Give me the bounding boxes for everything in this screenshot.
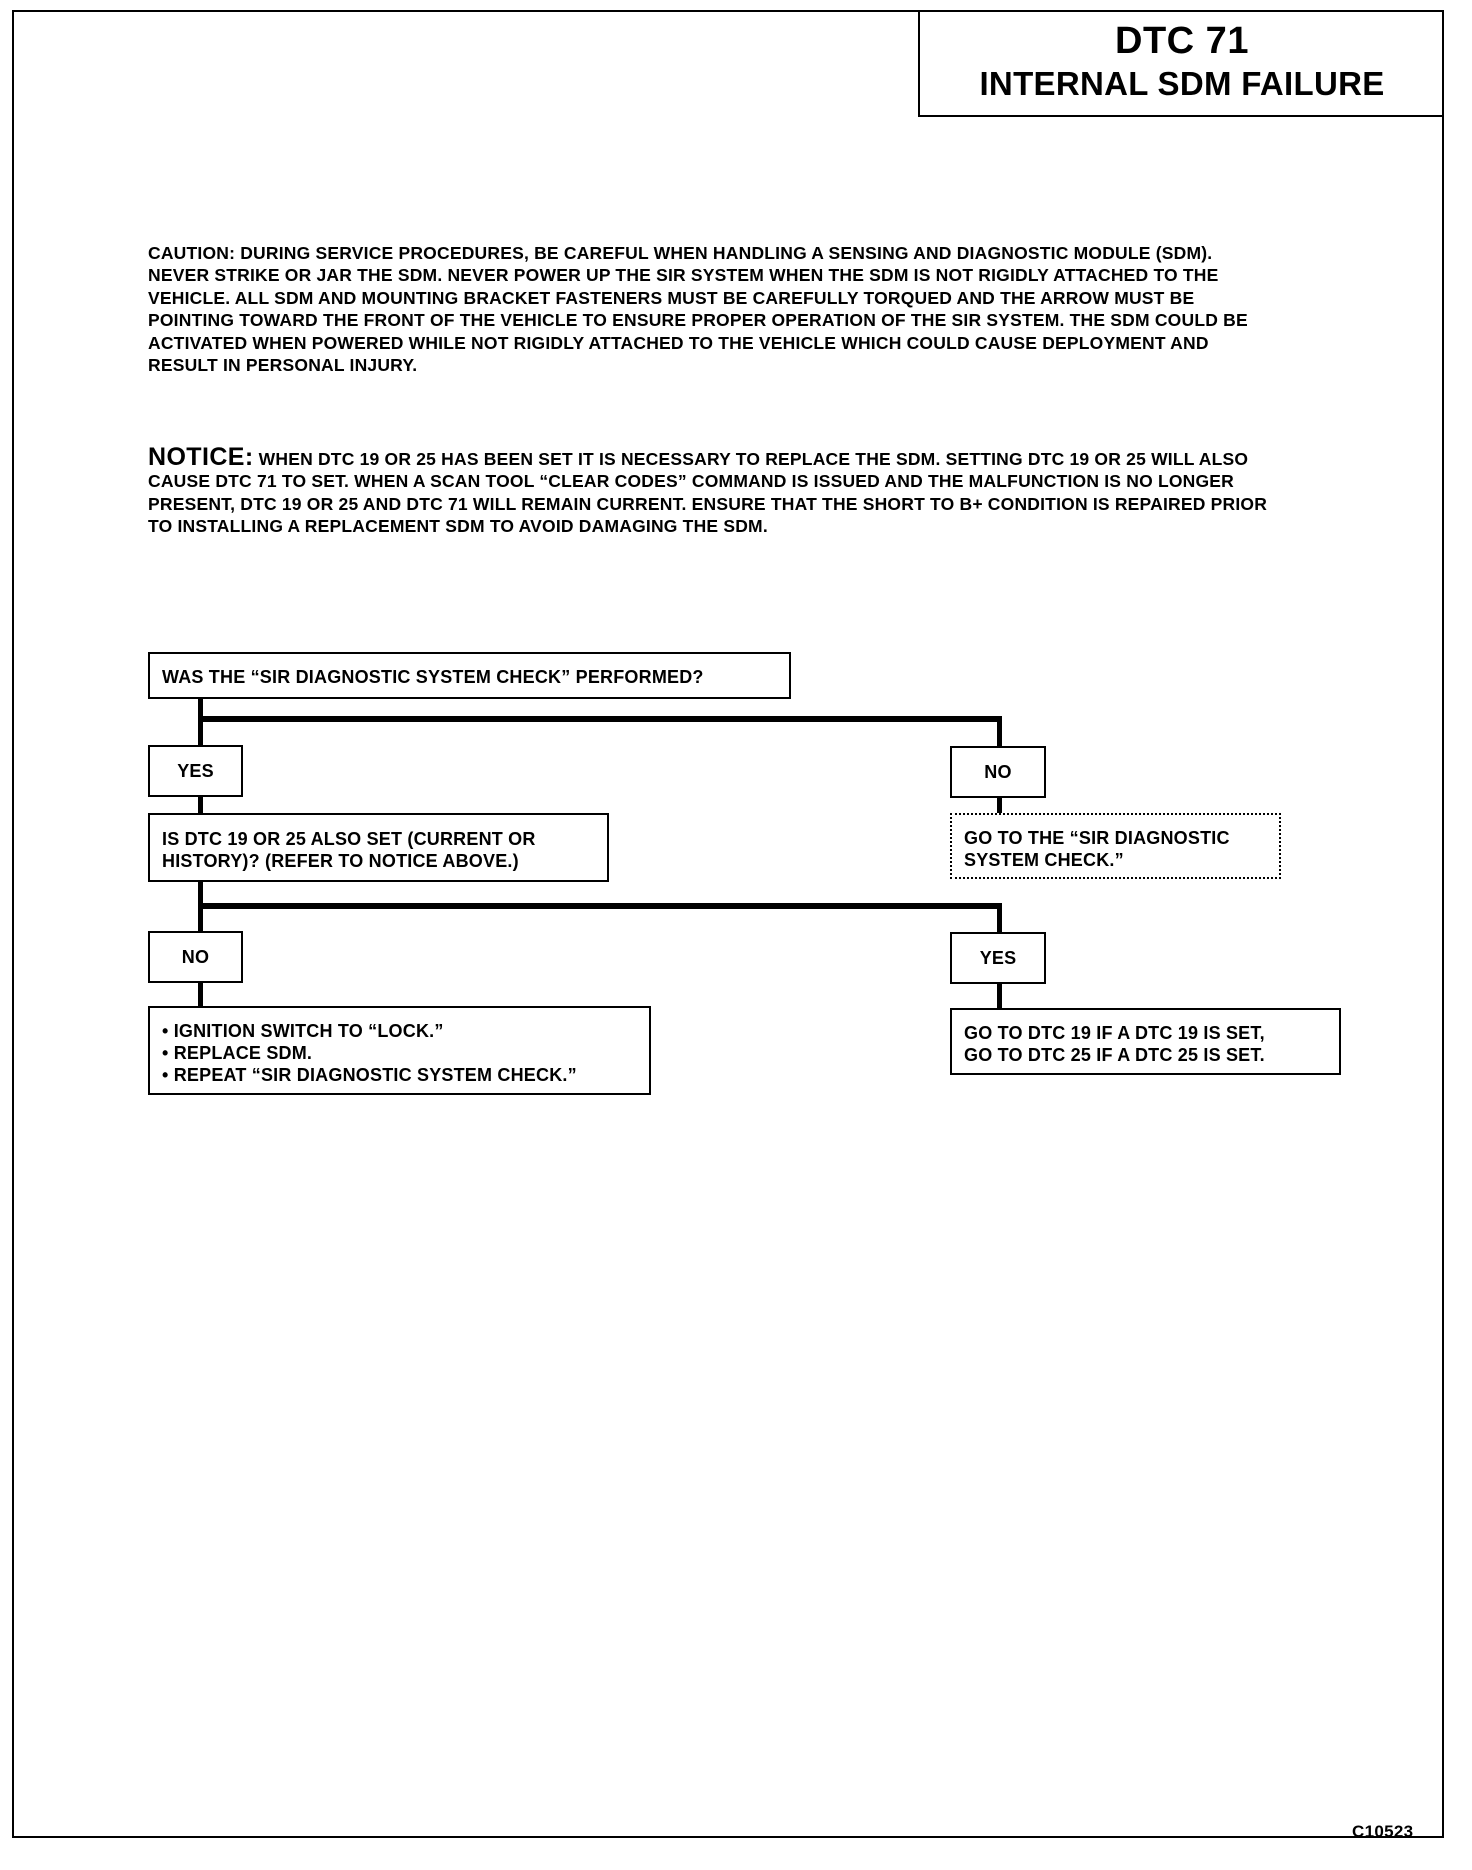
no-action-step-3: • REPEAT “SIR DIAGNOSTIC SYSTEM CHECK.”: [162, 1065, 577, 1085]
notice-lead: NOTICE:: [148, 443, 254, 471]
connector-q1-no-down: [997, 716, 1002, 748]
yes-action-line-2: GO TO DTC 25 IF A DTC 25 IS SET.: [964, 1045, 1265, 1065]
question-1-no-action-box: [950, 813, 1281, 879]
question-2-yes-action-box: [950, 1008, 1341, 1075]
question-2-line-2: HISTORY)? (REFER TO NOTICE ABOVE.): [162, 851, 519, 871]
no-action-step-2: • REPLACE SDM.: [162, 1043, 313, 1063]
question-2-line-1: IS DTC 19 OR 25 ALSO SET (CURRENT OR: [162, 829, 536, 849]
question-1-no-label: NO: [950, 746, 1046, 798]
figure-code: C10523: [1352, 1822, 1414, 1841]
connector-q2-yes-down: [997, 903, 1002, 933]
dtc-title: INTERNAL SDM FAILURE: [979, 65, 1385, 102]
connector-q1-yes-down: [198, 795, 203, 815]
connector-q1-branch: [198, 716, 1002, 722]
no-action-step-1: • IGNITION SWITCH TO “LOCK.”: [162, 1021, 444, 1041]
notice-paragraph: [148, 443, 1278, 538]
dtc-code: DTC 71: [1115, 20, 1249, 62]
title-block: [918, 10, 1444, 117]
question-1-no-action-line-2: SYSTEM CHECK.”: [964, 850, 1124, 870]
caution-paragraph: CAUTION: DURING SERVICE PROCEDURES, BE CAREFUL WHEN HANDLING A SENSING AND DIAGNOSTIC MODULE (SDM). NEVER STRIKE OR JAR THE SDM. NEVER POWER UP THE SIR SYSTEM WHEN THE SDM IS NOT RIGIDLY ATTACHED TO THE VEHICLE. ALL SDM AND MOUNTING BRACKET FASTENERS MUST BE CAREFULLY TORQUED AND THE ARROW MUST BE POINTING TOWARD THE FRONT OF THE VEHICLE TO ENSURE PROPER OPERATION OF THE SIR SYSTEM. THE SDM COULD BE ACTIVATED WHEN POWERED WHILE NOT RIGIDLY ATTACHED TO THE VEHICLE WHICH COULD CAUSE DEPLOYMENT AND RESULT IN PERSONAL INJURY.: [148, 243, 1248, 376]
question-2-yes-label: YES: [950, 932, 1046, 984]
question-2-no-label: NO: [148, 931, 243, 983]
connector-q2-yes-action: [997, 982, 1002, 1010]
question-2-no-action-box: [148, 1006, 651, 1095]
question-2-box: [148, 813, 609, 882]
notice-text: WHEN DTC 19 OR 25 HAS BEEN SET IT IS NECESSARY TO REPLACE THE SDM. SETTING DTC 19 OR 25 WILL ALSO CAUSE DTC 71 TO SET. WHEN A SCAN TOOL “CLEAR CODES” COMMAND IS ISSUED AND THE MALFUNCTION IS NO LONGER PRESENT, DTC 19 OR 25 AND DTC 71 WILL REMAIN CURRENT. ENSURE THAT THE SHORT TO B+ CONDITION IS REPAIRED PRIOR TO INSTALLING A REPLACEMENT SDM TO AVOID DAMAGING THE SDM.: [148, 449, 1268, 537]
connector-q2-branch: [198, 903, 1002, 909]
question-1-no-action-line-1: GO TO THE “SIR DIAGNOSTIC: [964, 828, 1230, 848]
question-1-text: WAS THE “SIR DIAGNOSTIC SYSTEM CHECK” PERFORMED?: [162, 667, 704, 687]
question-1-box: [148, 652, 791, 699]
connector-q2-no-action: [198, 980, 203, 1008]
yes-action-line-1: GO TO DTC 19 IF A DTC 19 IS SET,: [964, 1023, 1265, 1043]
connector-q1-down: [198, 697, 203, 747]
question-1-yes-label: YES: [148, 745, 243, 797]
